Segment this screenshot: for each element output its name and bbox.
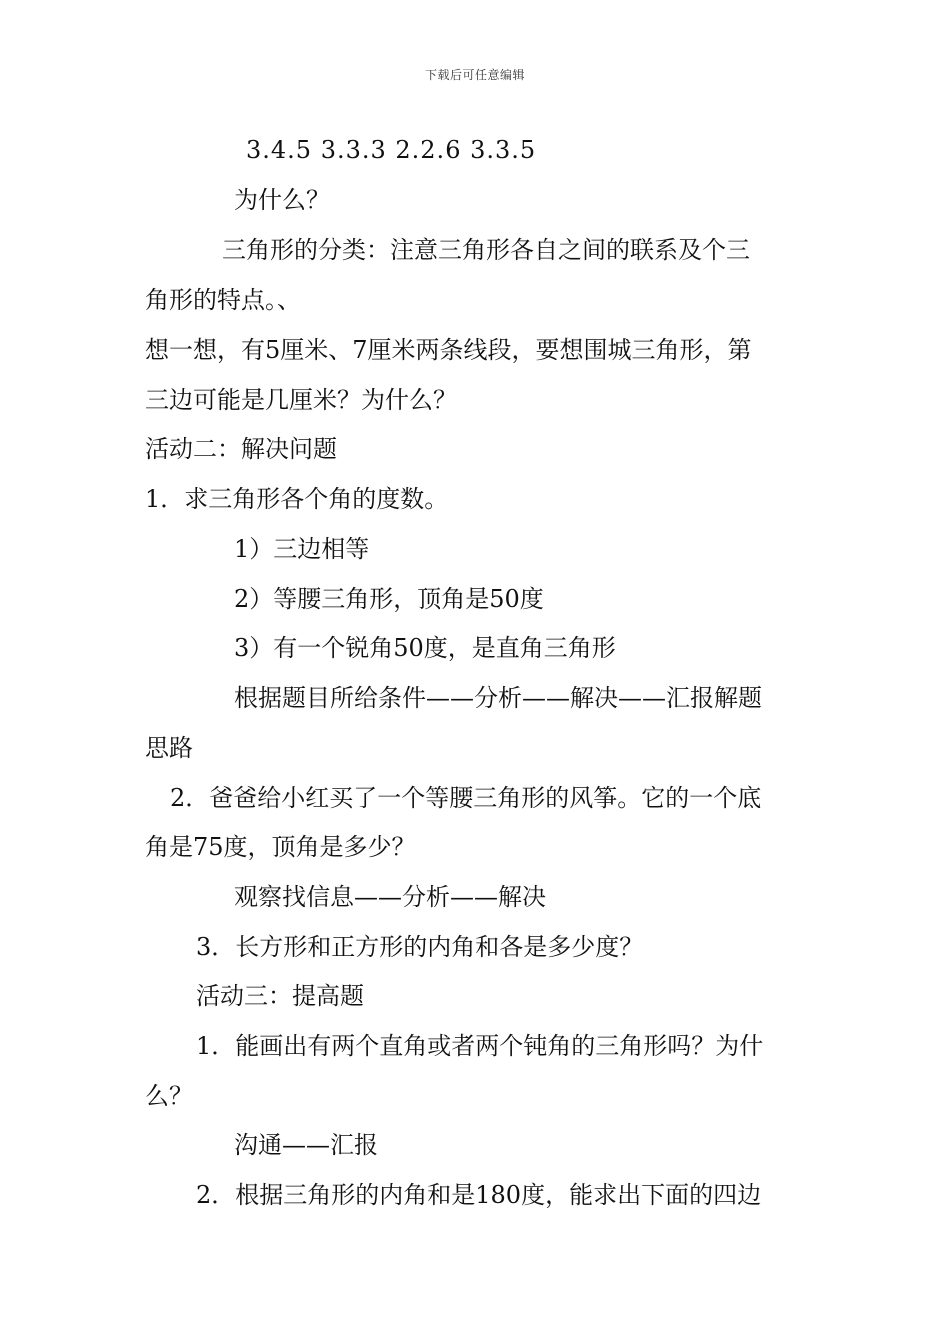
sub-item-3: 3）有一个锐角50度，是直角三角形 bbox=[234, 634, 616, 662]
advanced-problem-1-line-1: 1．能画出有两个直角或者两个钝角的三角形吗？为什 bbox=[196, 1032, 764, 1060]
classification-line-2: 角形的特点。、 bbox=[145, 286, 301, 314]
process-line-2: 思路 bbox=[145, 734, 193, 762]
activity-two-heading: 活动二：解决问题 bbox=[145, 435, 337, 463]
number-sets-line: 3.4.5 3.3.3 2.2.6 3.3.5 bbox=[246, 136, 537, 164]
problem-1-line: 1．求三角形各个角的度数。 bbox=[145, 485, 449, 513]
classification-line-1: 三角形的分类：注意三角形各自之间的联系及个三 bbox=[222, 236, 750, 264]
sub-item-1: 1）三边相等 bbox=[234, 535, 370, 563]
advanced-problem-2-line: 2．根据三角形的内角和是180度，能求出下面的四边 bbox=[196, 1181, 762, 1209]
observe-line: 观察找信息——分析——解决 bbox=[234, 883, 546, 911]
problem-2-line-2: 角是75度，顶角是多少？ bbox=[145, 833, 416, 861]
problem-3-line: 3．长方形和正方形的内角和各是多少度？ bbox=[196, 933, 644, 961]
think-line-1: 想一想，有5厘米、7厘米两条线段，要想围城三角形，第 bbox=[145, 336, 752, 364]
activity-three-heading: 活动三：提高题 bbox=[196, 982, 364, 1010]
process-line-1: 根据题目所给条件——分析——解决——汇报解题 bbox=[234, 684, 762, 712]
why-question-line: 为什么？ bbox=[234, 186, 330, 214]
think-line-2: 三边可能是几厘米？为什么？ bbox=[145, 386, 457, 414]
problem-2-line-1: 2．爸爸给小红买了一个等腰三角形的风筝。它的一个底 bbox=[170, 784, 762, 812]
page-header: 下载后可任意编辑 bbox=[424, 68, 525, 82]
communicate-line: 沟通——汇报 bbox=[234, 1131, 378, 1159]
sub-item-2: 2）等腰三角形，顶角是50度 bbox=[234, 585, 544, 613]
advanced-problem-1-line-2: 么？ bbox=[145, 1082, 193, 1110]
